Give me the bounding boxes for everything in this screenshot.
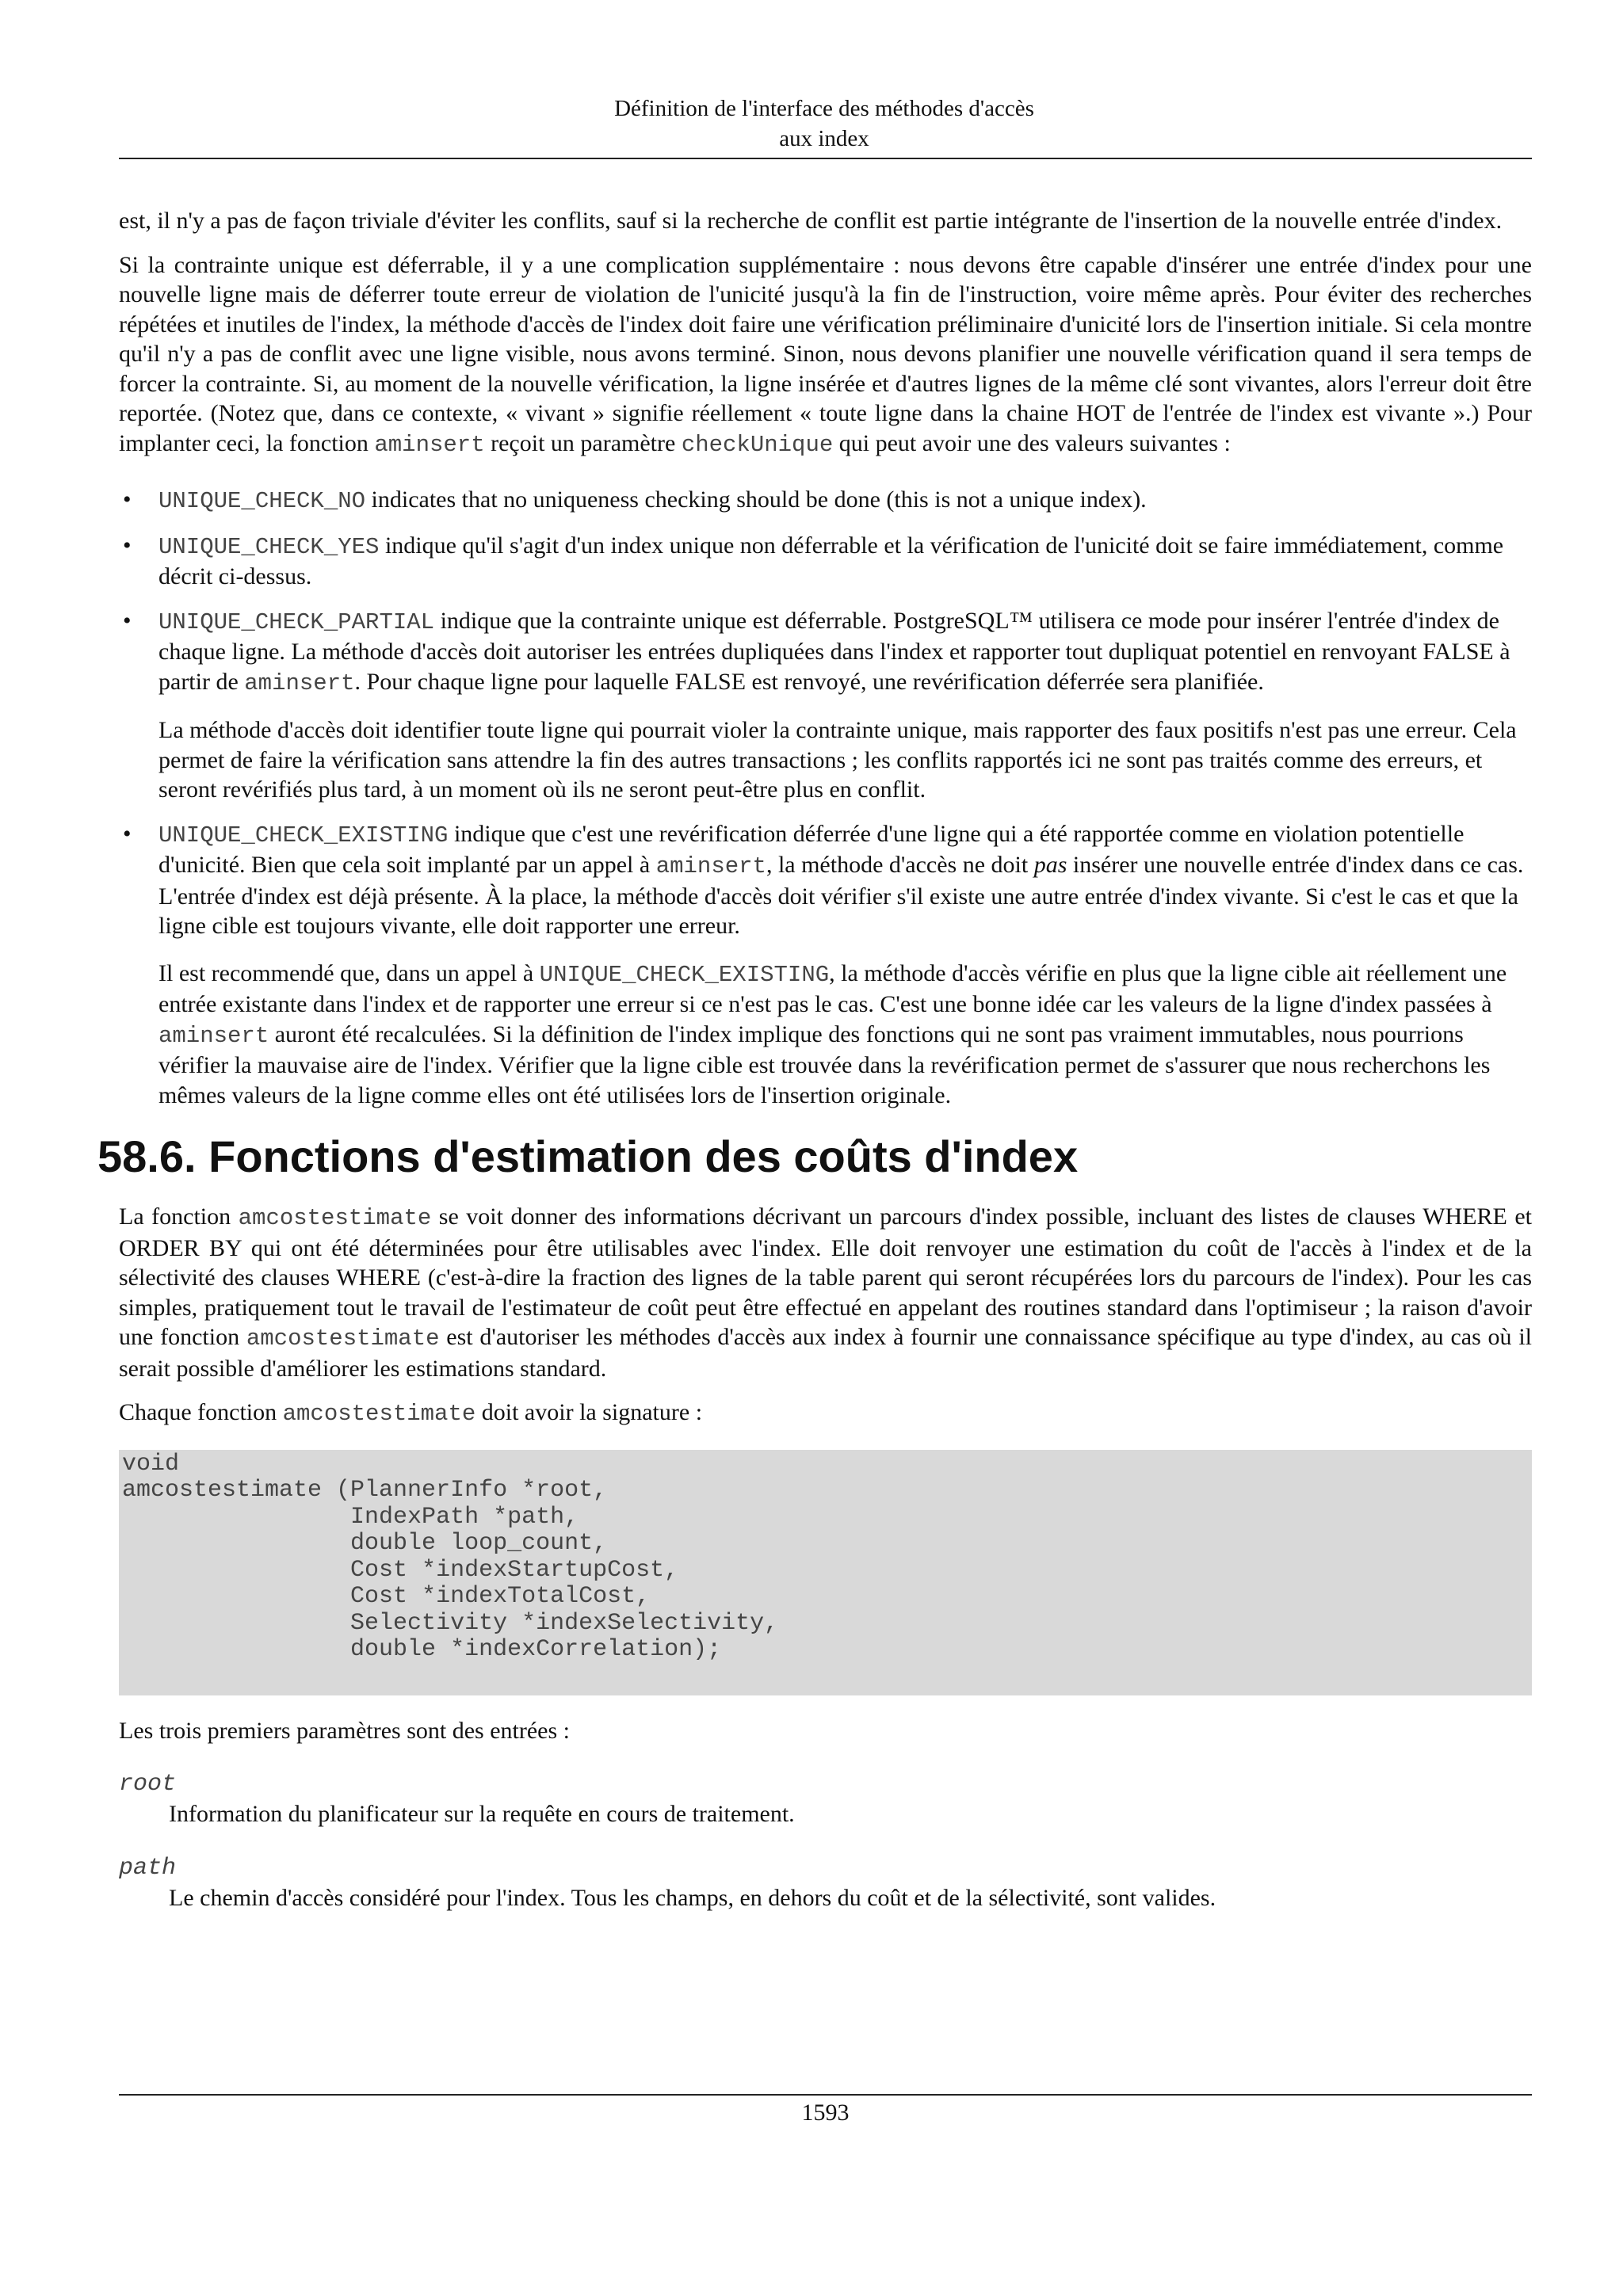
bullet-text: [158, 485, 1532, 517]
bullet-text: [158, 606, 1532, 699]
checkunique-values-list: [119, 485, 1532, 1110]
page-content: [97, 206, 1533, 1913]
bullet-icon: •: [123, 532, 132, 559]
code-unique-check-existing: UNIQUE_CHECK_EXISTING: [158, 822, 449, 849]
intro-paragraph-1: est, il n'y a pas de façon triviale d'éviter les conflits, sauf si la recherche de conflit est partie intégrante de l'insertion de la nouvelle entrée d'index.: [119, 208, 1503, 234]
bullet-icon: •: [123, 486, 132, 513]
section-paragraph-3: Les trois premiers paramètres sont des entrées :: [119, 1717, 570, 1744]
footer-rule: [119, 2094, 1532, 2096]
running-header: [119, 93, 1529, 154]
emphasis-pas: pas: [1033, 852, 1067, 878]
section-paragraph-1-c: est d'autoriser les méthodes d'accès aux index à fournir une connaissance spécifique au type d'index, au cas où il serait possible d'améliorer les estimations standard.: [119, 1324, 1533, 1382]
bullet-sub-text-b: , la méthode d'accès vérifie en plus que la ligne cible ait réellement une entrée existante dans l'index et de rapporter une erreur si ce n'est pas le cas. C'est une bonne idée car les valeurs de la ligne d'index passées à: [158, 959, 1507, 1017]
list-item-unique-check-yes: [119, 531, 1532, 592]
code-unique-check-partial: UNIQUE_CHECK_PARTIAL: [158, 608, 435, 635]
parameter-description-path: Le chemin d'accès considéré pour l'index. Tous les champs, en dehors du coût et de la sélectivité, sont valides.: [169, 1885, 1216, 1911]
running-header-line-1: Définition de l'interface des méthodes d'accès: [614, 96, 1034, 121]
bullet-sub-text-a: Il est recommendé que, dans un appel à: [158, 959, 540, 986]
intro-paragraph-2-text: Si la contrainte unique est déferrable, il y a une complication supplémentaire : nous devons être capable d'insérer une entrée d'index pour une nouvelle ligne mais de déferrer toute erreur de violation de l'unicité jusqu'à la fin de l'instruction, voire même après. Pour éviter des recherches répétées et inutiles de l'index, la méthode d'accès de l'index doit faire une vérification préliminaire d'unicité lors de l'insertion initiale. Si cela montre qu'il n'y a pas de conflit avec une ligne visible, nous avons terminé. Sinon, nous devons planifier une nouvelle vérification quand il sera temps de forcer la contrainte. Si, au moment de la nouvelle vérification, la ligne insérée et d'autres lignes de la même clé sont vivantes, alors l'erreur doit être reportée. (Notez que, dans ce contexte, « vivant » signifie réellement « toute ligne dans la chaine HOT de l'entrée de l'index est vivante ».) Pour implanter ceci, la fonction: [119, 251, 1532, 456]
running-header-line-2: aux index: [779, 126, 869, 151]
parameter-list: [119, 1769, 1532, 1913]
bullet-description: indicates that no uniqueness checking should be done (this is not a unique index).: [365, 486, 1147, 513]
bullet-description: indique que c'est une revérification déferrée d'une ligne qui a été rapportée comme en violation potentielle d'unicité. Bien que cela soit implanté par un appel à: [158, 820, 1465, 878]
bullet-description-end: insérer une nouvelle entrée d'index dans ce cas. L'entrée d'index est déjà présente. À la place, la méthode d'accès doit vérifier s'il existe une autre entrée d'index vivante. Si c'est le cas et que la ligne cible est toujours vivante, elle doit rapporter une erreur.: [158, 852, 1524, 939]
bullet-icon: •: [123, 820, 132, 847]
code-aminsert: aminsert: [244, 669, 355, 696]
bullet-text: [158, 531, 1532, 592]
section-paragraph-2: [119, 1398, 1532, 1429]
header-rule: [119, 158, 1532, 159]
section-paragraph-2-b: doit avoir la signature :: [475, 1399, 703, 1425]
section-paragraph-1: [119, 1202, 1532, 1383]
bullet-sub-paragraph: La méthode d'accès doit identifier toute ligne qui pourrait violer la contrainte unique, mais rapporter des faux positifs n'est pas une erreur. Cela permet de faire la vérification sans attendre la fin des autres transactions ; les conflits rapportés ici ne sont pas traités comme des erreurs, et seront revérifiés plus tard, à un moment où ils ne seront peut-être plus en conflit.: [158, 717, 1517, 803]
list-item-unique-check-existing: [119, 819, 1532, 1111]
code-amcostestimate: amcostestimate: [246, 1325, 440, 1352]
intro-paragraph-2-mid: reçoit un paramètre: [484, 429, 682, 456]
code-unique-check-yes: UNIQUE_CHECK_YES: [158, 533, 380, 560]
bullet-description-end: . Pour chaque ligne pour laquelle FALSE est renvoyé, une revérification déferrée sera planifiée.: [354, 668, 1264, 695]
section-paragraph-2-a: Chaque fonction: [119, 1399, 283, 1425]
list-item-unique-check-partial: [119, 606, 1532, 805]
parameter-term-path: path: [119, 1855, 177, 1882]
code-amcostestimate: amcostestimate: [238, 1205, 432, 1231]
code-amcostestimate: amcostestimate: [282, 1401, 476, 1427]
intro-paragraph-2: [119, 250, 1532, 460]
bullet-icon: •: [123, 607, 132, 634]
function-signature-code-block: void amcostestimate (PlannerInfo *root, IndexPath *path, double loop_count, Cost *indexStartupCost, Cost *indexTotalCost, Selectivity *indexSelectivity, double *indexCorrelation);: [119, 1450, 1532, 1695]
bullet-description: indique que la contrainte unique est déferrable. PostgreSQL™ utilisera ce mode pour insérer l'entrée d'index de chaque ligne. La méthode d'accès doit autoriser les entrées dupliquées dans l'index et rapporter tout dupliquat potentiel en renvoyant FALSE à partir de: [158, 607, 1510, 695]
bullet-description: indique qu'il s'agit d'un index unique non déferrable et la vérification de l'unicité doit se faire immédiatement, comme décrit ci-dessus.: [158, 532, 1504, 589]
parameter-description-root: Information du planificateur sur la requête en cours de traitement.: [169, 1801, 795, 1827]
bullet-sub-text-c: auront été recalculées. Si la définition de l'index implique des fonctions qui ne sont pas vraiment immutables, nous pourrions vérifier la mauvaise aire de l'index. Vérifier que la ligne cible est trouvée dans la revérification permet de s'assurer que nous recherchons les mêmes valeurs de la ligne comme elles ont été utilisées lors de l'insertion originale.: [158, 1020, 1491, 1108]
code-unique-check-existing: UNIQUE_CHECK_EXISTING: [539, 961, 830, 988]
code-unique-check-no: UNIQUE_CHECK_NO: [158, 488, 366, 514]
section-paragraph-1-b: se voit donner des informations décrivant un parcours d'index possible, incluant des listes de clauses WHERE et ORDER BY qui ont été déterminées pour être utilisables avec l'index. Elle doit renvoyer une estimation du coût de l'accès à l'index et de la sélectivité des clauses WHERE (c'est-à-dire la fraction des lignes de la table parent qui seront récupérées lors du parcours de l'index). Pour les cas simples, pratiquement tout le travail de l'estimateur de coût peut être effectué en appelant des routines standard dans l'optimiseur ; la raison d'avoir une fonction: [119, 1203, 1532, 1350]
bullet-description-mid: , la méthode d'accès ne doit: [766, 852, 1034, 878]
bullet-sub-paragraph: [158, 959, 1532, 1111]
intro-paragraph-2-end: qui peut avoir une des valeurs suivantes :: [833, 429, 1231, 456]
code-aminsert: aminsert: [158, 1022, 269, 1049]
page-number: 1593: [801, 2100, 850, 2126]
section-paragraph-1-a: La fonction: [119, 1203, 239, 1230]
section-heading: 58.6. Fonctions d'estimation des coûts d'index: [97, 1131, 1079, 1181]
code-checkunique: checkUnique: [681, 431, 834, 458]
parameter-term-root: root: [119, 1771, 177, 1798]
code-aminsert: aminsert: [374, 431, 485, 458]
bullet-text: [158, 819, 1532, 941]
code-aminsert: aminsert: [655, 853, 766, 879]
list-item-unique-check-no: [119, 485, 1532, 517]
